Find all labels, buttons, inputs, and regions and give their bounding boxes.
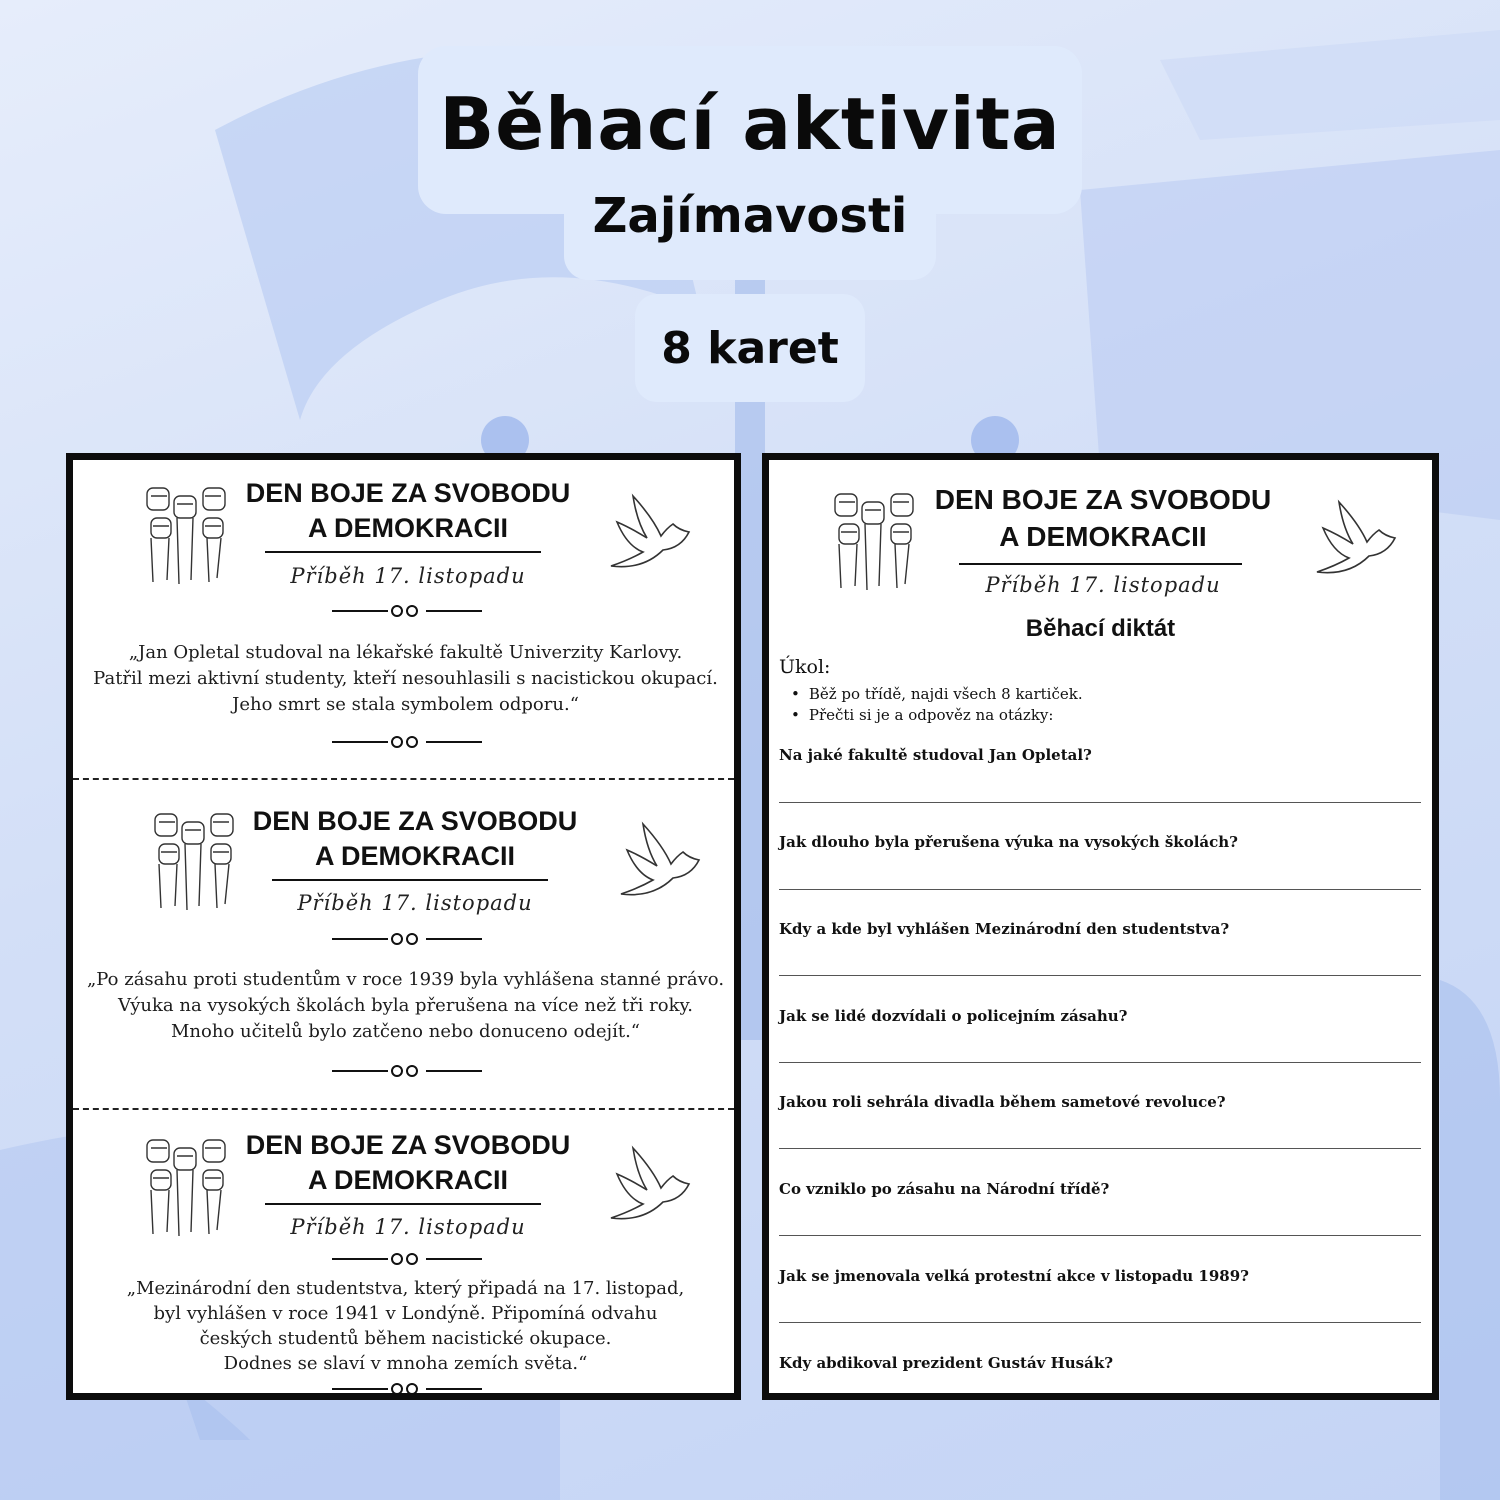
card-title-line1: DEN BOJE ZA SVOBODU: [245, 478, 571, 508]
main-title: Běhací aktivita: [439, 82, 1061, 166]
quote-line: byl vyhlášen v roce 1941 v Londýně. Připomíná odvahu: [153, 1303, 658, 1324]
dove-icon: [613, 816, 703, 906]
question: Kdy a kde byl vyhlášen Mezinárodní den studentstva?: [779, 920, 1230, 938]
quote-line: Výuka na vysokých školách byla přerušena na více než tři roky.: [117, 995, 694, 1016]
quote-line: „Mezinárodní den studentstva, který připadá na 17. listopad,: [126, 1278, 685, 1299]
subtitle-label: [564, 166, 936, 280]
ornament-divider-icon: [332, 604, 482, 618]
answer-line[interactable]: [779, 889, 1421, 890]
answer-line[interactable]: [779, 1235, 1421, 1236]
card-title: [228, 1128, 588, 1198]
answer-line[interactable]: [779, 802, 1421, 803]
raised-fists-icon: [141, 482, 237, 586]
question: Na jaké fakultě studoval Jan Opletal?: [779, 746, 1092, 764]
ornament-divider-icon: [332, 1252, 482, 1266]
quote-line: Mnoho učitelů bylo zatčeno nebo donuceno odejít.“: [170, 1021, 640, 1042]
card-quote: [83, 1276, 728, 1376]
card-count-badge: [635, 294, 865, 402]
ornament-divider-icon: [332, 735, 482, 749]
card-subtitle: Příběh 17. listopadu: [290, 1215, 526, 1239]
cards-sheet: [66, 453, 741, 1400]
quote-line: „Jan Opletal studoval na lékařské fakultě Univerzity Karlovy.: [128, 642, 683, 663]
worksheet-title: [923, 481, 1283, 555]
subtitle: Zajímavosti: [592, 188, 908, 244]
fact-card: [73, 1116, 734, 1400]
instruction-list: [791, 684, 1083, 726]
instruction-item: • Přečti si je a odpověz na otázky:: [791, 705, 1083, 726]
card-quote: [83, 640, 728, 718]
card-title-line2: A DEMOKRACII: [308, 513, 508, 543]
answer-line[interactable]: [779, 1322, 1421, 1323]
raised-fists-icon: [149, 808, 245, 912]
raised-fists-icon: [829, 488, 925, 592]
card-quote: [83, 967, 728, 1045]
quote-line: Jeho smrt se stala symbolem odporu.“: [232, 694, 579, 715]
quote-line: Patřil mezi aktivní studenty, kteří nesouhlasili s nacistickou okupací.: [93, 668, 718, 689]
card-title: [235, 804, 595, 874]
answer-line[interactable]: [779, 975, 1421, 976]
cut-line: [73, 778, 734, 780]
card-count: 8 karet: [661, 322, 839, 374]
question: Jak se lidé dozvídali o policejním zásahu?: [779, 1007, 1128, 1025]
quote-line: českých studentů během nacistické okupace.: [199, 1328, 612, 1349]
title-underline: [265, 1203, 541, 1205]
card-title-line2: A DEMOKRACII: [308, 1165, 508, 1195]
question: Kdy abdikoval prezident Gustáv Husák?: [779, 1354, 1114, 1372]
raised-fists-icon: [141, 1134, 237, 1238]
quote-line: Dodnes se slaví v mnoha zemích světa.“: [223, 1353, 588, 1374]
cut-line: [73, 1108, 734, 1110]
dove-icon: [1309, 494, 1399, 584]
question: Jak dlouho byla přerušena výuka na vysokých školách?: [779, 833, 1238, 851]
worksheet-title-line1: DEN BOJE ZA SVOBODU: [934, 484, 1272, 515]
title-underline: [272, 879, 548, 881]
quote-line: „Po zásahu proti studentům v roce 1939 byla vyhlášena stanné právo.: [86, 969, 725, 990]
question: Co vzniklo po zásahu na Národní třídě?: [779, 1180, 1110, 1198]
answer-line[interactable]: [779, 1062, 1421, 1063]
fact-card: [73, 460, 734, 780]
fact-card: [73, 790, 734, 1110]
ornament-divider-icon: [332, 1064, 482, 1078]
instruction-item: • Běž po třídě, najdi všech 8 kartiček.: [791, 684, 1083, 705]
card-title-line1: DEN BOJE ZA SVOBODU: [245, 1130, 571, 1160]
dove-icon: [603, 488, 693, 578]
task-label: Úkol:: [779, 656, 831, 678]
title-underline: [959, 563, 1242, 565]
ornament-divider-icon: [332, 1382, 482, 1396]
worksheet-sheet: [762, 453, 1439, 1400]
card-title: [228, 476, 588, 546]
ornament-divider-icon: [332, 932, 482, 946]
card-title-line1: DEN BOJE ZA SVOBODU: [252, 806, 578, 836]
question: Jak se jmenovala velká protestní akce v listopadu 1989?: [779, 1267, 1249, 1285]
title-underline: [265, 551, 541, 553]
question: Jakou roli sehrála divadla během sametové revoluce?: [779, 1093, 1226, 1111]
dove-icon: [603, 1140, 693, 1230]
answer-line[interactable]: [779, 1148, 1421, 1149]
card-subtitle: Příběh 17. listopadu: [297, 891, 533, 915]
worksheet-subtitle: Příběh 17. listopadu: [985, 573, 1221, 597]
card-subtitle: Příběh 17. listopadu: [290, 564, 526, 588]
task-title: Běhací diktát: [1025, 615, 1176, 642]
worksheet-title-line2: A DEMOKRACII: [999, 521, 1207, 552]
card-title-line2: A DEMOKRACII: [315, 841, 515, 871]
